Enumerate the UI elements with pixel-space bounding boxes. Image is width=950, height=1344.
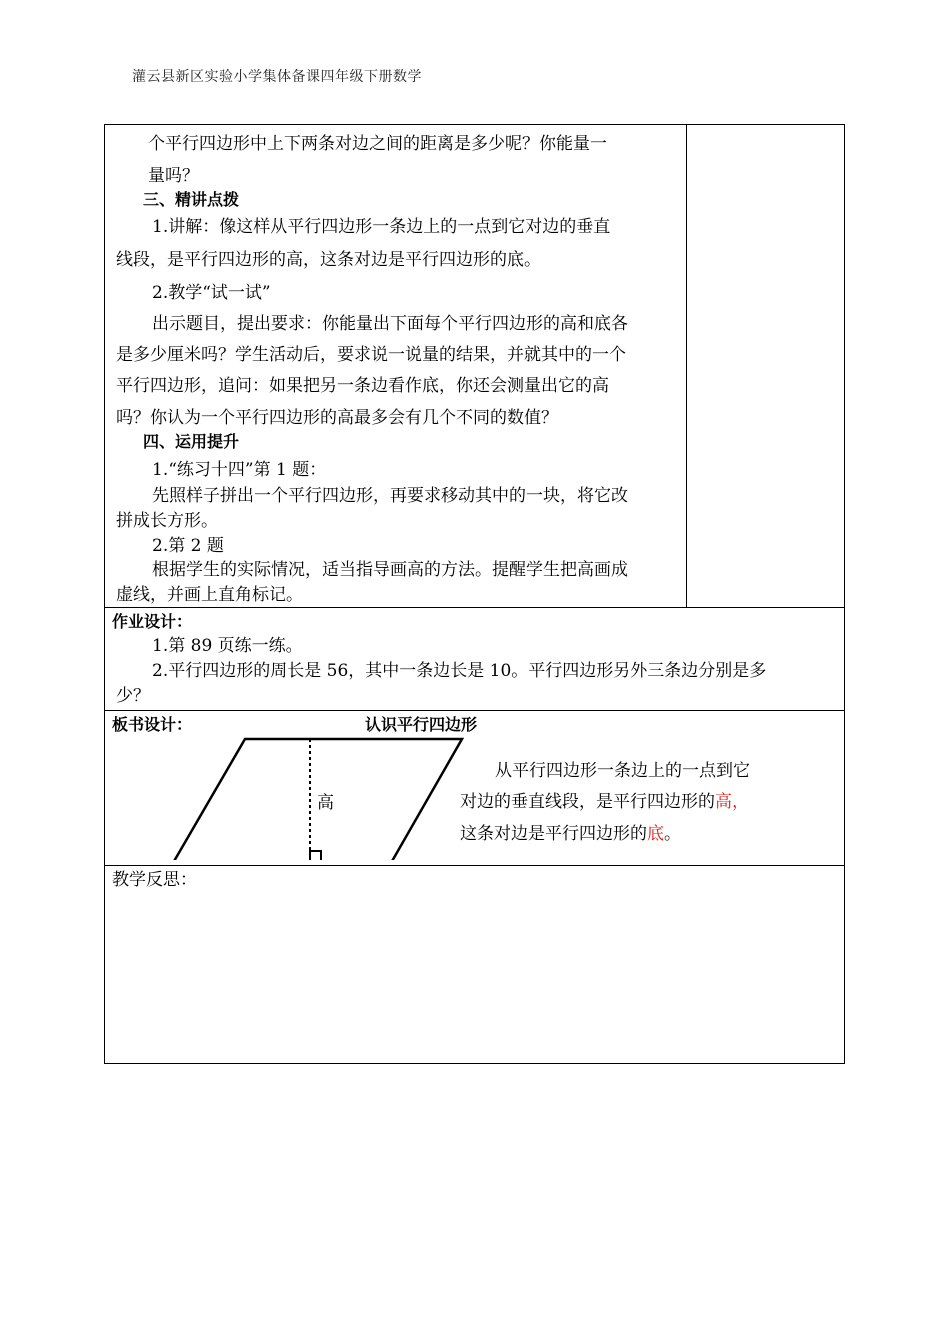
paragraph-line: 先照样子拼出一个平行四边形，再要求移动其中的一块，将它改 bbox=[152, 486, 628, 506]
column-divider bbox=[686, 125, 687, 607]
section-title: 四、运用提升 bbox=[143, 432, 240, 451]
paragraph-line: 1.讲解：像这样从平行四边形一条边上的一点到它对边的垂直 bbox=[152, 217, 611, 237]
definition-text: 对边的垂直线段，是平行四边形的 bbox=[460, 792, 715, 812]
definition-text: 这条对边是平行四边形的 bbox=[460, 824, 647, 844]
paragraph-line: 出示题目，提出要求：你能量出下面每个平行四边形的高和底各 bbox=[152, 314, 628, 334]
board-title: 认识平行四边形 bbox=[365, 715, 478, 734]
paragraph-line: 是多少厘米吗？学生活动后，要求说一说量的结果，并就其中的一个 bbox=[116, 345, 626, 365]
definition-line: 从平行四边形一条边上的一点到它 bbox=[495, 761, 750, 781]
definition-punct: 。 bbox=[664, 824, 681, 844]
homework-label: 作业设计： bbox=[112, 612, 193, 631]
definition-line bbox=[460, 821, 681, 847]
paragraph-line: 吗？你认为一个平行四边形的高最多会有几个不同的数值？ bbox=[116, 408, 558, 428]
definition-line bbox=[460, 789, 749, 815]
homework-item: 2.平行四边形的周长是 56，其中一条边长是 10。平行四边形另外三条边分别是多 bbox=[152, 661, 767, 681]
document-header: 灌云县新区实验小学集体备课四年级下册数学 bbox=[132, 69, 422, 85]
section-title: 三、精讲点拨 bbox=[143, 190, 240, 209]
lesson-plan-table bbox=[104, 124, 845, 1064]
process-line: 量吗？ bbox=[148, 166, 199, 186]
definition-punct: ， bbox=[732, 792, 749, 812]
paragraph-line: 平行四边形，追问：如果把另一条边看作底，你还会测量出它的高 bbox=[116, 376, 609, 396]
homework-item: 少？ bbox=[116, 686, 150, 706]
paragraph-line: 线段，是平行四边形的高，这条对边是平行四边形的底。 bbox=[116, 250, 541, 270]
paragraph-line: 拼成长方形。 bbox=[116, 511, 218, 531]
height-term: 高 bbox=[715, 792, 732, 812]
paragraph-line: 2.第 2 题 bbox=[152, 536, 224, 556]
height-label: 高 bbox=[317, 793, 334, 813]
row-divider-reflection bbox=[105, 865, 844, 866]
homework-item: 1.第 89 页练一练。 bbox=[152, 636, 303, 656]
paragraph-line: 2.教学“试一试” bbox=[152, 283, 271, 303]
base-term: 底 bbox=[647, 824, 664, 844]
paragraph-line: 虚线，并画上直角标记。 bbox=[116, 585, 303, 605]
right-angle-mark bbox=[310, 851, 321, 860]
paragraph-line: 根据学生的实际情况，适当指导画高的方法。提醒学生把高画成 bbox=[152, 560, 628, 580]
reflection-label: 教学反思： bbox=[112, 870, 197, 890]
board-label: 板书设计： bbox=[112, 715, 193, 734]
paragraph-line: 1.“练习十四”第 1 题： bbox=[152, 460, 327, 480]
process-line: 个平行四边形中上下两条对边之间的距离是多少呢？你能量一 bbox=[148, 134, 607, 154]
